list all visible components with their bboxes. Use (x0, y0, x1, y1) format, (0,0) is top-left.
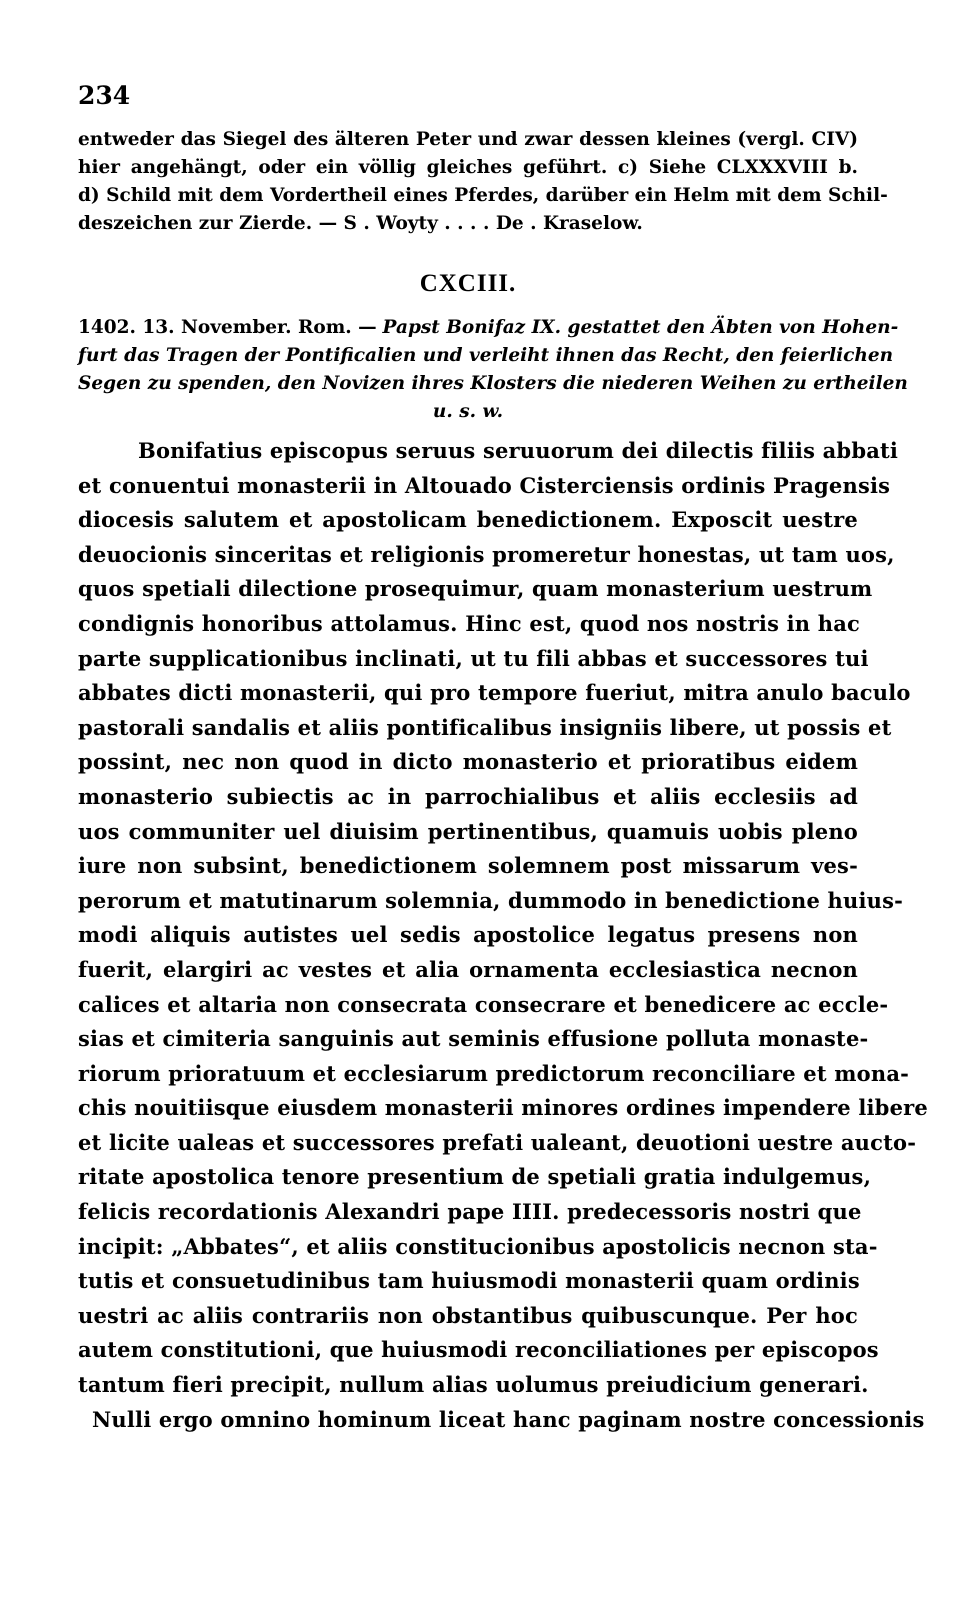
text-line: uestri ac aliis contrariis non obstantibus quibuscunque. Per hoc (78, 1302, 858, 1328)
text-line: condignis honoribus attolamus. Hinc est, quod nos nostris in hac (78, 610, 861, 636)
text-line: riorum prioratuum et ecclesiarum predictorum reconciliare et mona- (78, 1060, 910, 1086)
text-line: chis nouitiisque eiusdem monasterii minores ordines impendere libere (78, 1095, 928, 1121)
document-page (78, 76, 928, 1437)
text-line: tutis et consuetudinibus tam huiusmodi monasterii quam ordinis (78, 1268, 860, 1294)
text-line: pastorali sandalis et aliis pontificalibus insigniis libere, ut possis et (78, 714, 892, 740)
footnote-line: d) Schild mit dem Vordertheil eines Pferdes, darüber ein Helm mit dem Schil- (78, 185, 888, 206)
footnote-line: deszeichen zur Zierde. — S . Woyty . . . . De . Kraselow. (78, 213, 643, 234)
document-date: 1402. 13. November. Rom. — (78, 317, 377, 338)
text-line: deuocionis sinceritas et religionis promeretur honestas, ut tam uos, (78, 541, 895, 567)
document-number: CXCIII. (419, 270, 517, 297)
footnotes (78, 126, 888, 238)
page-number: 234 (78, 81, 131, 110)
text-line: uos communiter uel diuisim pertinentibus, quamuis uobis pleno (78, 818, 858, 844)
text-line: sias et cimiteria sanguinis aut seminis effusione polluta monaste- (78, 1026, 869, 1052)
text-line: quos spetiali dilectione prosequimur, quam monasterium uestrum (78, 576, 873, 602)
text-line: diocesis salutem et apostolicam benedictionem. Exposcit uestre (78, 507, 858, 533)
text-line: et conuentui monasterii in Altouado Cisterciensis ordinis Pragensis (78, 472, 891, 498)
summary-line: furt das Tragen der Pontificalien und verleiht ihnen das Recht, den feierlichen (78, 345, 894, 366)
text-line: ritate apostolica tenore presentium de spetiali gratia indulgemus, (78, 1164, 872, 1190)
text-line: monasterio subiectis ac in parrochialibus et aliis ecclesiis ad (78, 783, 858, 809)
text-line: fuerit, elargiri ac vestes et alia ornamenta ecclesiastica necnon (78, 956, 858, 982)
text-line: felicis recordationis Alexandri pape IIII. predecessoris nostri que (78, 1199, 862, 1225)
text-line: possint, nec non quod in dicto monasterio et prioratibus eidem (78, 749, 858, 775)
text-line: iure non subsint, benedictionem solemnem post missarum ves- (78, 853, 858, 879)
summary-line: Segen zu spenden, den Novizen ihres Klosters die niederen Weihen zu ertheilen (78, 373, 908, 394)
regest (78, 314, 908, 426)
footnote-line: hier angehängt, oder ein völlig gleiches geführt. c) Siehe CLXXXVIII b. (78, 157, 858, 178)
text-line: et licite ualeas et successores prefati ualeant, deuotioni uestre aucto- (78, 1129, 917, 1155)
summary-text: Papst Bonifaz IX. gestattet den Äbten von Hohen- (382, 317, 899, 338)
text-line: abbates dicti monasterii, qui pro tempore fueriut, mitra anulo baculo (78, 680, 911, 706)
text-line: calices et altaria non consecrata consecrare et benedicere ac eccle- (78, 991, 889, 1017)
text-line: Nulli ergo omnino hominum liceat hanc paginam nostre concessionis (92, 1406, 925, 1432)
text-line: perorum et matutinarum solemnia, dummodo in benedictione huius- (78, 887, 904, 913)
text-line: modi aliquis autistes uel sedis apostolice legatus presens non (78, 922, 858, 948)
summary-line: u. s. w. (432, 401, 504, 422)
text-line: tantum fieri precipit, nullum alias uolumus preiudicium generari. (78, 1372, 869, 1398)
text-line: autem constitutioni, que huiusmodi reconciliationes per episcopos (78, 1337, 879, 1363)
charter-text (78, 434, 928, 1437)
regest-line (78, 314, 899, 342)
text-line: Bonifatius episcopus seruus seruuorum dei dilectis filiis abbati (138, 438, 899, 463)
text-line: incipit: „Abbates“, et aliis constitucionibus apostolicis necnon sta- (78, 1233, 878, 1259)
footnote-line: entweder das Siegel des älteren Peter und zwar dessen kleines (vergl. CIV) (78, 129, 858, 150)
text-line: parte supplicationibus inclinati, ut tu fili abbas et successores tui (78, 645, 869, 671)
